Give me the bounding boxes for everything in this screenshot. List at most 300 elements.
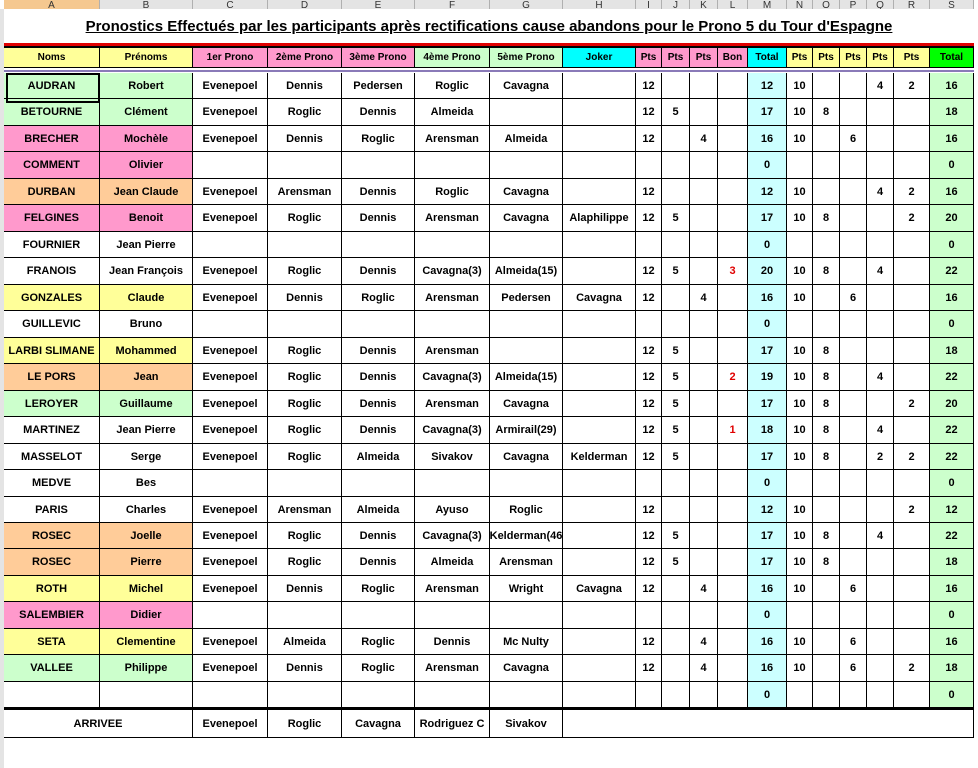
table-cell[interactable] — [718, 205, 748, 232]
table-cell[interactable] — [840, 232, 867, 258]
table-cell[interactable]: Cavagna — [563, 285, 636, 311]
table-cell[interactable]: Dennis — [268, 126, 342, 152]
table-cell[interactable]: Arensman — [268, 179, 342, 205]
table-cell[interactable]: Cavagna — [490, 73, 563, 99]
table-cell[interactable] — [268, 152, 342, 179]
table-cell[interactable]: Mc Nulty — [490, 629, 563, 655]
table-cell[interactable]: 4 — [867, 417, 894, 444]
table-cell[interactable]: 6 — [840, 576, 867, 602]
table-cell[interactable]: MEDVE — [4, 470, 100, 497]
table-cell[interactable]: 12 — [636, 576, 662, 602]
table-cell[interactable]: FELGINES — [4, 205, 100, 232]
column-letter-e[interactable]: E — [342, 0, 415, 9]
table-cell[interactable]: 0 — [748, 602, 787, 629]
table-cell[interactable]: 10 — [787, 497, 813, 523]
table-cell[interactable]: Pedersen — [342, 73, 415, 99]
arrivee-cell[interactable]: Cavagna — [342, 710, 415, 738]
table-cell[interactable]: 4 — [867, 179, 894, 205]
table-cell[interactable]: 12 — [748, 73, 787, 99]
table-cell[interactable] — [894, 364, 930, 391]
table-cell[interactable] — [490, 311, 563, 338]
column-letter-n[interactable]: N — [787, 0, 813, 9]
table-cell[interactable]: 5 — [662, 364, 690, 391]
table-cell[interactable] — [662, 152, 690, 179]
table-cell[interactable]: Arensman — [415, 391, 490, 417]
table-cell[interactable] — [718, 311, 748, 338]
table-cell[interactable]: GUILLEVIC — [4, 311, 100, 338]
table-cell[interactable] — [718, 549, 748, 576]
table-cell[interactable] — [563, 258, 636, 285]
table-cell[interactable] — [268, 602, 342, 629]
header-cell-s[interactable]: Total — [930, 48, 974, 68]
table-cell[interactable] — [813, 285, 840, 311]
table-cell[interactable] — [690, 311, 718, 338]
table-cell[interactable]: 5 — [662, 549, 690, 576]
table-cell[interactable]: FRANOIS — [4, 258, 100, 285]
table-cell[interactable] — [718, 179, 748, 205]
table-cell[interactable]: Sivakov — [415, 444, 490, 470]
table-cell[interactable]: BRECHER — [4, 126, 100, 152]
table-cell[interactable]: Jean Pierre — [100, 232, 193, 258]
table-cell[interactable]: Olivier — [100, 152, 193, 179]
table-cell[interactable]: Jean — [100, 364, 193, 391]
table-cell[interactable] — [193, 682, 268, 708]
table-cell[interactable]: MASSELOT — [4, 444, 100, 470]
table-cell[interactable]: 8 — [813, 364, 840, 391]
table-cell[interactable]: 12 — [636, 99, 662, 126]
table-cell[interactable] — [563, 179, 636, 205]
table-cell[interactable] — [867, 602, 894, 629]
table-cell[interactable]: Guillaume — [100, 391, 193, 417]
table-cell[interactable]: Dennis — [342, 179, 415, 205]
table-cell[interactable]: Evenepoel — [193, 417, 268, 444]
table-cell[interactable]: Cavagna(3) — [415, 258, 490, 285]
arrivee-cell[interactable]: Sivakov — [490, 710, 563, 738]
table-cell[interactable] — [718, 576, 748, 602]
table-cell[interactable] — [690, 549, 718, 576]
table-cell[interactable] — [813, 152, 840, 179]
column-letter-d[interactable]: D — [268, 0, 342, 9]
table-cell[interactable]: 12 — [636, 549, 662, 576]
table-cell[interactable] — [840, 470, 867, 497]
table-cell[interactable]: 8 — [813, 549, 840, 576]
table-cell[interactable]: Evenepoel — [193, 391, 268, 417]
table-cell[interactable]: Roglic — [268, 417, 342, 444]
table-cell[interactable]: 22 — [930, 444, 974, 470]
table-cell[interactable]: 12 — [636, 126, 662, 152]
table-cell[interactable]: 5 — [662, 417, 690, 444]
table-cell[interactable]: MARTINEZ — [4, 417, 100, 444]
table-cell[interactable] — [867, 629, 894, 655]
table-cell[interactable]: Almeida — [415, 549, 490, 576]
table-cell[interactable]: Michel — [100, 576, 193, 602]
table-cell[interactable] — [867, 338, 894, 364]
table-cell[interactable]: Wright — [490, 576, 563, 602]
table-cell[interactable]: Arensman — [415, 126, 490, 152]
table-cell[interactable]: 10 — [787, 391, 813, 417]
table-cell[interactable] — [662, 470, 690, 497]
table-cell[interactable] — [787, 602, 813, 629]
table-cell[interactable]: Pedersen — [490, 285, 563, 311]
table-cell[interactable] — [867, 391, 894, 417]
table-cell[interactable]: Evenepoel — [193, 73, 268, 99]
table-cell[interactable]: Mohammed — [100, 338, 193, 364]
table-cell[interactable] — [563, 523, 636, 549]
table-cell[interactable]: Kelderman — [563, 444, 636, 470]
table-cell[interactable]: Cavagna — [490, 179, 563, 205]
table-cell[interactable]: 18 — [930, 338, 974, 364]
table-cell[interactable] — [813, 232, 840, 258]
table-cell[interactable]: 5 — [662, 391, 690, 417]
table-cell[interactable]: Cavagna(3) — [415, 364, 490, 391]
table-cell[interactable] — [690, 258, 718, 285]
table-cell[interactable]: 0 — [748, 311, 787, 338]
table-cell[interactable] — [563, 682, 636, 708]
table-cell[interactable]: 16 — [748, 629, 787, 655]
table-cell[interactable] — [894, 126, 930, 152]
table-cell[interactable]: 10 — [787, 629, 813, 655]
table-cell[interactable]: 12 — [636, 338, 662, 364]
table-cell[interactable]: Roglic — [268, 205, 342, 232]
arrivee-cell[interactable]: Rodriguez C — [415, 710, 490, 738]
column-letter-q[interactable]: Q — [867, 0, 894, 9]
table-cell[interactable] — [563, 232, 636, 258]
table-cell[interactable]: PARIS — [4, 497, 100, 523]
table-cell[interactable]: DURBAN — [4, 179, 100, 205]
table-cell[interactable]: 2 — [894, 179, 930, 205]
table-cell[interactable] — [840, 73, 867, 99]
table-cell[interactable]: 4 — [867, 523, 894, 549]
table-cell[interactable]: Philippe — [100, 655, 193, 682]
table-cell[interactable] — [894, 338, 930, 364]
table-cell[interactable] — [636, 682, 662, 708]
table-cell[interactable]: 22 — [930, 364, 974, 391]
table-cell[interactable] — [787, 152, 813, 179]
table-cell[interactable]: Benoit — [100, 205, 193, 232]
column-letter-f[interactable]: F — [415, 0, 490, 9]
table-cell[interactable] — [690, 682, 718, 708]
table-cell[interactable] — [894, 99, 930, 126]
table-cell[interactable]: 4 — [867, 258, 894, 285]
table-cell[interactable]: 10 — [787, 576, 813, 602]
table-cell[interactable] — [867, 497, 894, 523]
table-cell[interactable] — [563, 602, 636, 629]
header-cell-k[interactable]: Pts — [690, 48, 718, 68]
table-cell[interactable] — [718, 655, 748, 682]
table-cell[interactable] — [662, 576, 690, 602]
table-cell[interactable] — [690, 417, 718, 444]
table-cell[interactable] — [415, 602, 490, 629]
table-cell[interactable]: 3 — [718, 258, 748, 285]
header-cell-h[interactable]: Joker — [563, 48, 636, 68]
table-cell[interactable] — [563, 99, 636, 126]
table-cell[interactable] — [813, 126, 840, 152]
table-cell[interactable]: Bruno — [100, 311, 193, 338]
table-cell[interactable]: 8 — [813, 523, 840, 549]
table-cell[interactable]: 16 — [930, 73, 974, 99]
table-cell[interactable]: Arensman — [415, 655, 490, 682]
table-cell[interactable] — [193, 602, 268, 629]
table-cell[interactable]: 18 — [930, 549, 974, 576]
table-cell[interactable]: 10 — [787, 444, 813, 470]
header-cell-j[interactable]: Pts — [662, 48, 690, 68]
table-cell[interactable]: FOURNIER — [4, 232, 100, 258]
table-cell[interactable] — [342, 232, 415, 258]
table-cell[interactable]: Didier — [100, 602, 193, 629]
table-cell[interactable]: 4 — [867, 73, 894, 99]
table-cell[interactable]: Pierre — [100, 549, 193, 576]
table-cell[interactable]: Arensman — [415, 205, 490, 232]
table-cell[interactable] — [193, 311, 268, 338]
table-cell[interactable]: 22 — [930, 258, 974, 285]
table-cell[interactable]: 16 — [930, 285, 974, 311]
table-cell[interactable]: Evenepoel — [193, 179, 268, 205]
table-cell[interactable] — [840, 444, 867, 470]
table-cell[interactable]: Kelderman(46 — [490, 523, 563, 549]
table-cell[interactable]: Clementine — [100, 629, 193, 655]
table-cell[interactable]: Ayuso — [415, 497, 490, 523]
table-cell[interactable]: Roglic — [342, 126, 415, 152]
column-letter-g[interactable]: G — [490, 0, 563, 9]
table-cell[interactable]: 22 — [930, 417, 974, 444]
table-cell[interactable] — [867, 152, 894, 179]
table-cell[interactable] — [193, 232, 268, 258]
table-cell[interactable] — [415, 682, 490, 708]
header-cell-b[interactable]: Prénoms — [100, 48, 193, 68]
table-cell[interactable]: Roglic — [268, 444, 342, 470]
table-cell[interactable]: LARBI SLIMANE — [4, 338, 100, 364]
table-cell[interactable]: 12 — [636, 258, 662, 285]
table-cell[interactable]: Dennis — [342, 99, 415, 126]
table-cell[interactable]: Jean Pierre — [100, 417, 193, 444]
table-cell[interactable]: Jean Claude — [100, 179, 193, 205]
table-cell[interactable] — [563, 152, 636, 179]
table-cell[interactable]: 2 — [867, 444, 894, 470]
table-cell[interactable]: Evenepoel — [193, 258, 268, 285]
table-cell[interactable]: Joelle — [100, 523, 193, 549]
table-cell[interactable] — [690, 205, 718, 232]
table-cell[interactable]: 12 — [930, 497, 974, 523]
table-cell[interactable]: Almeida — [342, 497, 415, 523]
table-cell[interactable]: Clément — [100, 99, 193, 126]
table-cell[interactable]: Cavagna(3) — [415, 417, 490, 444]
table-cell[interactable]: Serge — [100, 444, 193, 470]
table-cell[interactable]: GONZALES — [4, 285, 100, 311]
table-cell[interactable] — [563, 73, 636, 99]
table-cell[interactable]: Roglic — [342, 576, 415, 602]
table-cell[interactable] — [718, 338, 748, 364]
table-cell[interactable]: Evenepoel — [193, 338, 268, 364]
table-cell[interactable]: Evenepoel — [193, 655, 268, 682]
table-cell[interactable]: AUDRAN — [4, 73, 100, 99]
table-cell[interactable] — [718, 602, 748, 629]
table-cell[interactable]: Cavagna — [563, 576, 636, 602]
table-cell[interactable] — [490, 338, 563, 364]
table-cell[interactable]: Evenepoel — [193, 497, 268, 523]
table-cell[interactable]: Armirail(29) — [490, 417, 563, 444]
table-cell[interactable]: Roglic — [268, 549, 342, 576]
table-cell[interactable] — [840, 417, 867, 444]
table-cell[interactable]: 5 — [662, 523, 690, 549]
table-cell[interactable]: 2 — [894, 444, 930, 470]
table-cell[interactable] — [867, 682, 894, 708]
table-cell[interactable] — [490, 470, 563, 497]
table-cell[interactable]: 12 — [636, 417, 662, 444]
table-cell[interactable]: 10 — [787, 73, 813, 99]
table-cell[interactable] — [662, 497, 690, 523]
table-cell[interactable] — [867, 285, 894, 311]
table-cell[interactable] — [662, 179, 690, 205]
table-cell[interactable]: Roglic — [268, 99, 342, 126]
table-cell[interactable] — [867, 205, 894, 232]
table-cell[interactable] — [894, 417, 930, 444]
table-cell[interactable]: 0 — [930, 152, 974, 179]
table-cell[interactable]: 2 — [718, 364, 748, 391]
table-cell[interactable] — [636, 152, 662, 179]
table-cell[interactable] — [840, 258, 867, 285]
arrivee-cell[interactable]: Evenepoel — [193, 710, 268, 738]
table-cell[interactable]: 18 — [930, 99, 974, 126]
table-cell[interactable] — [690, 364, 718, 391]
table-cell[interactable]: BETOURNE — [4, 99, 100, 126]
header-cell-m[interactable]: Total — [748, 48, 787, 68]
table-cell[interactable]: Evenepoel — [193, 549, 268, 576]
table-cell[interactable] — [563, 549, 636, 576]
column-letter-k[interactable]: K — [690, 0, 718, 9]
table-cell[interactable]: Dennis — [268, 655, 342, 682]
table-cell[interactable]: 8 — [813, 205, 840, 232]
table-cell[interactable] — [840, 205, 867, 232]
header-cell-r[interactable]: Pts — [894, 48, 930, 68]
table-cell[interactable]: Roglic — [268, 391, 342, 417]
table-cell[interactable]: 16 — [930, 179, 974, 205]
table-cell[interactable] — [342, 470, 415, 497]
table-cell[interactable]: Almeida — [415, 99, 490, 126]
table-cell[interactable]: Dennis — [342, 205, 415, 232]
table-cell[interactable]: Evenepoel — [193, 629, 268, 655]
table-cell[interactable] — [867, 655, 894, 682]
table-cell[interactable]: Claude — [100, 285, 193, 311]
table-cell[interactable]: 10 — [787, 523, 813, 549]
table-cell[interactable]: Robert — [100, 73, 193, 99]
column-letter-p[interactable]: P — [840, 0, 867, 9]
table-cell[interactable] — [813, 470, 840, 497]
table-cell[interactable]: Evenepoel — [193, 285, 268, 311]
table-cell[interactable] — [894, 232, 930, 258]
table-cell[interactable] — [4, 682, 100, 708]
table-cell[interactable] — [787, 311, 813, 338]
arrivee-empty-area[interactable] — [563, 710, 974, 738]
table-cell[interactable]: 5 — [662, 99, 690, 126]
table-cell[interactable] — [563, 338, 636, 364]
table-cell[interactable] — [563, 417, 636, 444]
table-cell[interactable] — [490, 232, 563, 258]
table-cell[interactable] — [690, 99, 718, 126]
table-cell[interactable]: 0 — [930, 470, 974, 497]
column-letter-l[interactable]: L — [718, 0, 748, 9]
table-cell[interactable] — [718, 523, 748, 549]
table-cell[interactable] — [490, 152, 563, 179]
table-cell[interactable]: 16 — [930, 576, 974, 602]
table-cell[interactable] — [662, 285, 690, 311]
table-cell[interactable]: 5 — [662, 205, 690, 232]
table-cell[interactable] — [268, 232, 342, 258]
table-cell[interactable] — [563, 364, 636, 391]
column-letter-j[interactable]: J — [662, 0, 690, 9]
table-cell[interactable] — [894, 470, 930, 497]
table-cell[interactable]: 19 — [748, 364, 787, 391]
header-cell-l[interactable]: Bon — [718, 48, 748, 68]
column-letter-c[interactable]: C — [193, 0, 268, 9]
table-cell[interactable]: Arensman — [415, 285, 490, 311]
table-cell[interactable]: Roglic — [268, 258, 342, 285]
table-cell[interactable]: 0 — [748, 470, 787, 497]
table-cell[interactable] — [867, 126, 894, 152]
table-cell[interactable] — [813, 179, 840, 205]
table-cell[interactable] — [415, 470, 490, 497]
table-cell[interactable]: 12 — [636, 497, 662, 523]
table-cell[interactable]: Dennis — [268, 576, 342, 602]
table-cell[interactable]: Cavagna(3) — [415, 523, 490, 549]
table-cell[interactable]: Charles — [100, 497, 193, 523]
table-cell[interactable]: LE PORS — [4, 364, 100, 391]
table-cell[interactable]: 10 — [787, 126, 813, 152]
table-cell[interactable]: 5 — [662, 338, 690, 364]
table-cell[interactable]: 12 — [636, 285, 662, 311]
table-cell[interactable]: Dennis — [342, 364, 415, 391]
table-cell[interactable] — [100, 682, 193, 708]
table-cell[interactable] — [894, 523, 930, 549]
table-cell[interactable]: Jean François — [100, 258, 193, 285]
table-cell[interactable] — [840, 549, 867, 576]
table-cell[interactable]: 17 — [748, 338, 787, 364]
table-cell[interactable]: 16 — [748, 285, 787, 311]
column-letter-h[interactable]: H — [563, 0, 636, 9]
table-cell[interactable] — [718, 73, 748, 99]
table-cell[interactable]: SETA — [4, 629, 100, 655]
table-cell[interactable]: Evenepoel — [193, 99, 268, 126]
table-cell[interactable]: 12 — [636, 179, 662, 205]
table-cell[interactable] — [840, 338, 867, 364]
table-cell[interactable]: Dennis — [268, 285, 342, 311]
header-cell-p[interactable]: Pts — [840, 48, 867, 68]
table-cell[interactable]: 12 — [636, 629, 662, 655]
table-cell[interactable] — [690, 232, 718, 258]
table-cell[interactable]: 5 — [662, 258, 690, 285]
table-cell[interactable]: Roglic — [342, 655, 415, 682]
table-cell[interactable] — [813, 576, 840, 602]
table-cell[interactable]: Evenepoel — [193, 364, 268, 391]
table-cell[interactable]: 10 — [787, 179, 813, 205]
table-cell[interactable] — [718, 126, 748, 152]
header-cell-e[interactable]: 3ème Prono — [342, 48, 415, 68]
table-cell[interactable] — [193, 470, 268, 497]
table-cell[interactable]: Almeida(15) — [490, 258, 563, 285]
table-cell[interactable] — [867, 549, 894, 576]
table-cell[interactable] — [268, 311, 342, 338]
table-cell[interactable]: Evenepoel — [193, 523, 268, 549]
table-cell[interactable]: ROSEC — [4, 523, 100, 549]
table-cell[interactable]: 2 — [894, 655, 930, 682]
header-cell-o[interactable]: Pts — [813, 48, 840, 68]
table-cell[interactable] — [894, 549, 930, 576]
table-cell[interactable] — [193, 152, 268, 179]
table-cell[interactable] — [840, 602, 867, 629]
table-cell[interactable]: Alaphilippe — [563, 205, 636, 232]
table-cell[interactable]: Roglic — [415, 73, 490, 99]
table-cell[interactable]: Dennis — [415, 629, 490, 655]
table-cell[interactable] — [867, 576, 894, 602]
